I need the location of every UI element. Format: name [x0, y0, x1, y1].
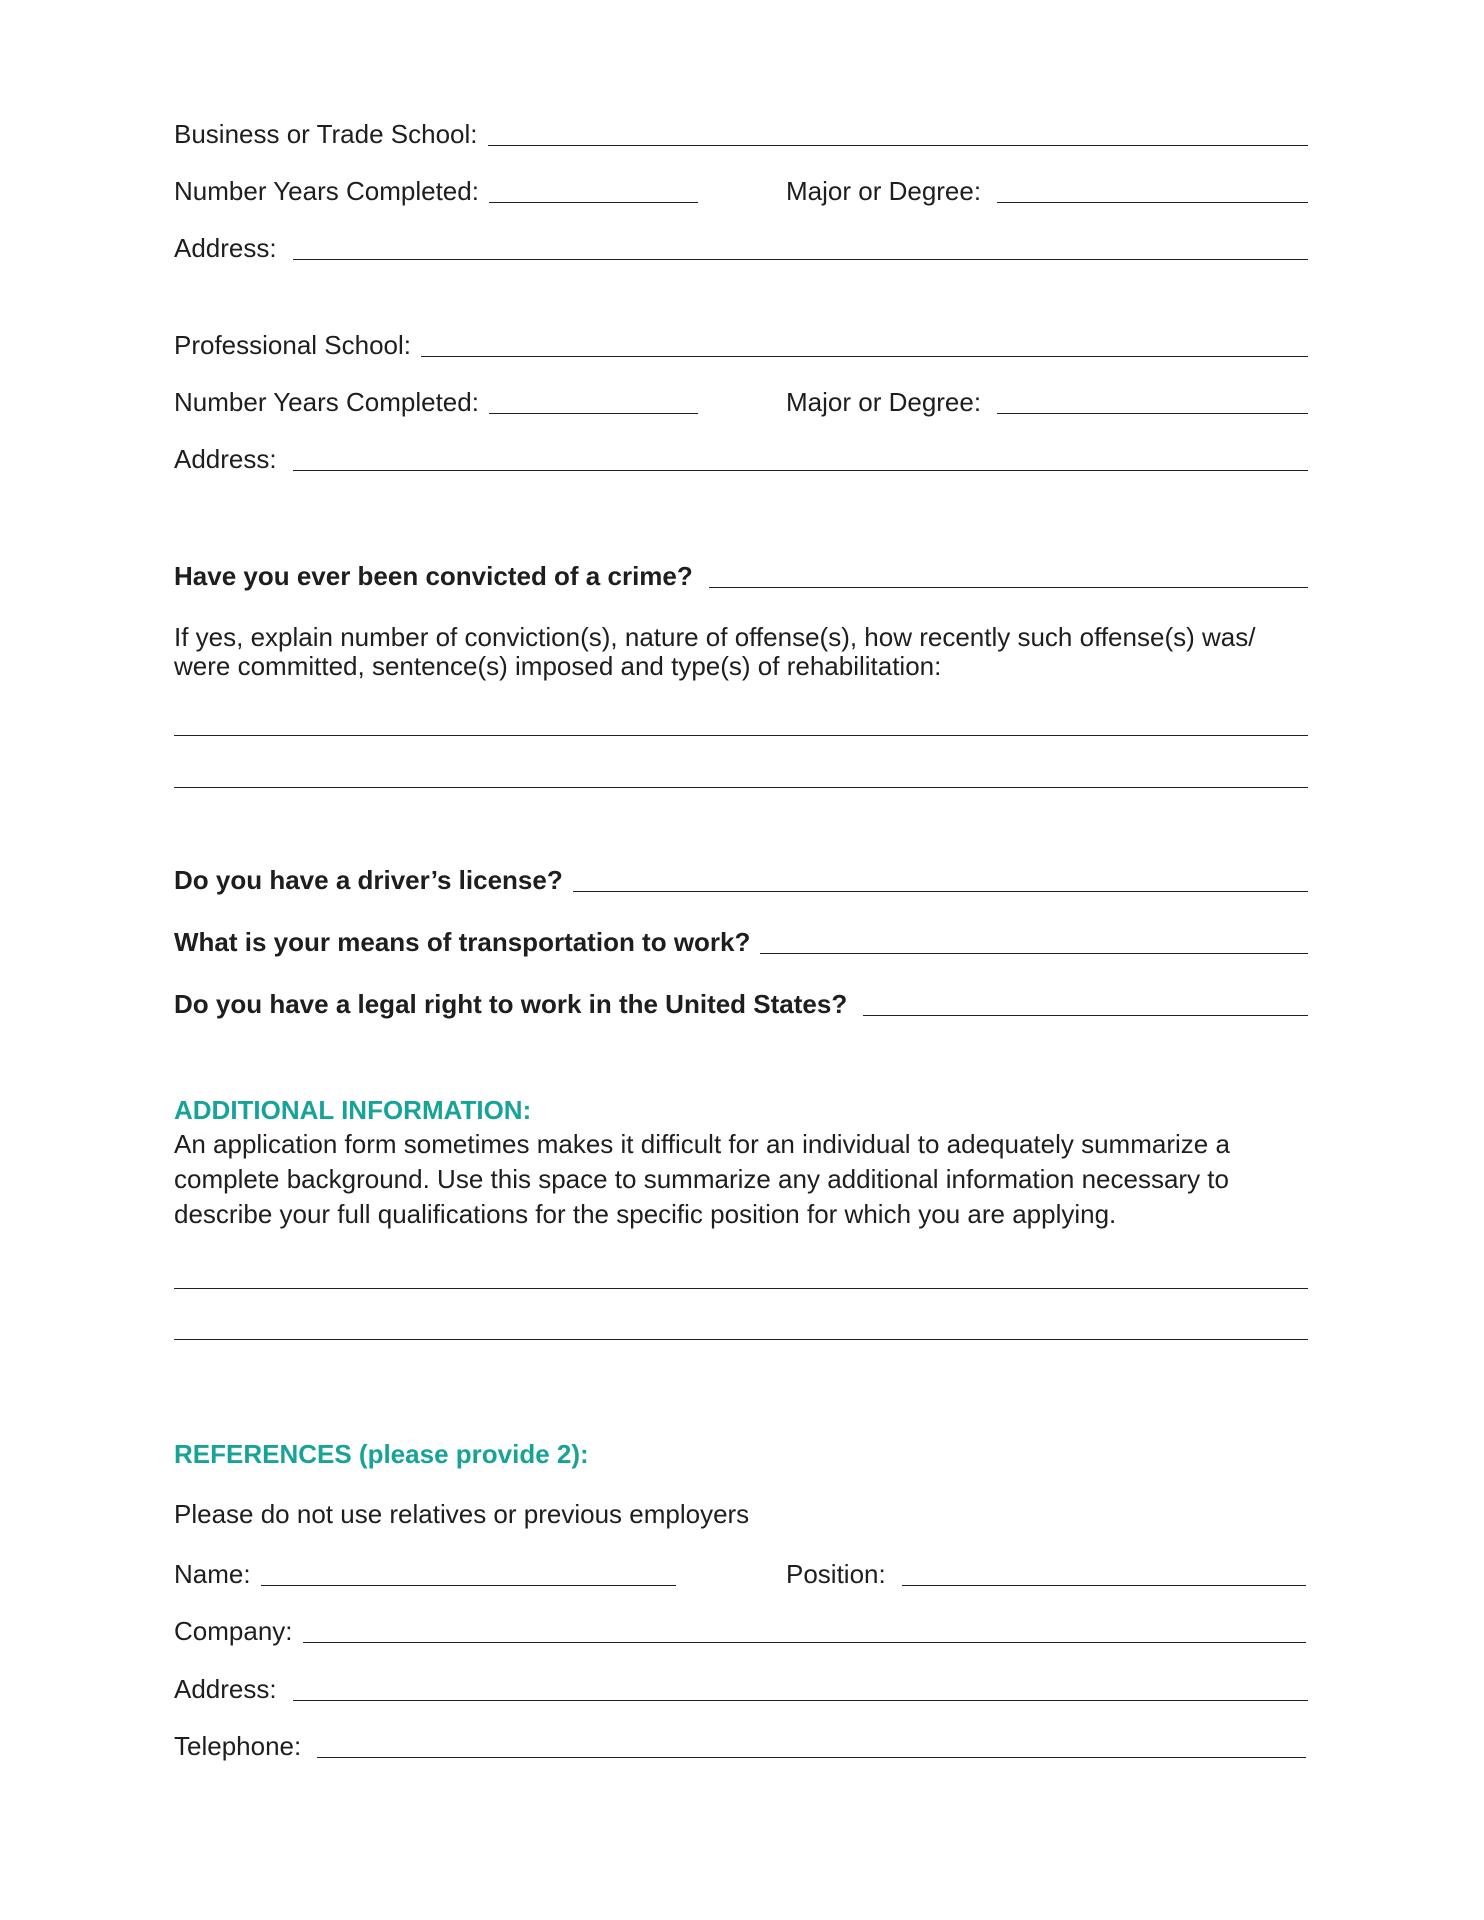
- trade-school-label: Business or Trade School:: [174, 119, 478, 149]
- reference-company-label: Company:: [174, 1616, 293, 1646]
- crime-explain-line-2: were committed, sentence(s) imposed and type(s) of rehabilitation:: [174, 651, 942, 681]
- trade-years-row: [174, 172, 698, 206]
- legal-right-row: [174, 985, 1308, 1019]
- professional-school-field[interactable]: [421, 356, 1308, 357]
- additional-info-line-3: describe your full qualifications for the specific position for which you are applying.: [174, 1199, 1117, 1229]
- transportation-row: [174, 923, 1308, 957]
- trade-major-field[interactable]: [997, 202, 1308, 203]
- drivers-license-label: Do you have a driver’s license?: [174, 865, 563, 895]
- trade-address-field[interactable]: [293, 259, 1308, 260]
- professional-years-row: [174, 383, 698, 417]
- trade-major-label: Major or Degree:: [786, 176, 982, 206]
- crime-question-row: [174, 557, 1308, 591]
- professional-years-label: Number Years Completed:: [174, 387, 479, 417]
- reference-address-row: [174, 1670, 1308, 1704]
- professional-major-label: Major or Degree:: [786, 387, 982, 417]
- trade-school-field[interactable]: [488, 145, 1309, 146]
- crime-explain-field-2[interactable]: [174, 787, 1308, 788]
- references-heading: REFERENCES (please provide 2):: [174, 1439, 589, 1469]
- reference-telephone-field[interactable]: [317, 1757, 1306, 1758]
- reference-company-field[interactable]: [303, 1642, 1307, 1643]
- additional-info-field-2[interactable]: [174, 1339, 1308, 1340]
- professional-years-field[interactable]: [489, 413, 698, 414]
- additional-info-text: [174, 1127, 1308, 1232]
- crime-explain-text: [174, 623, 1308, 681]
- professional-major-row: [786, 383, 1308, 417]
- reference-position-row: [786, 1555, 1306, 1589]
- crime-explain-line-1: If yes, explain number of conviction(s), nature of offense(s), how recently such offense(s) was/: [174, 622, 1256, 652]
- additional-info-line-1: An application form sometimes makes it difficult for an individual to adequately summarize a: [174, 1129, 1230, 1159]
- references-note: Please do not use relatives or previous employers: [174, 1499, 750, 1529]
- crime-explain-field-1[interactable]: [174, 735, 1308, 736]
- trade-years-label: Number Years Completed:: [174, 176, 479, 206]
- transportation-label: What is your means of transportation to work?: [174, 927, 751, 957]
- application-form-page: [174, 0, 1308, 1920]
- professional-school-label: Professional School:: [174, 330, 412, 360]
- professional-address-row: [174, 440, 1308, 474]
- legal-right-label: Do you have a legal right to work in the United States?: [174, 989, 848, 1019]
- reference-address-field[interactable]: [293, 1700, 1308, 1701]
- reference-company-row: [174, 1612, 1306, 1646]
- trade-school-row: [174, 115, 1308, 149]
- drivers-license-row: [174, 861, 1308, 895]
- professional-address-label: Address:: [174, 444, 277, 474]
- trade-major-row: [786, 172, 1308, 206]
- reference-position-label: Position:: [786, 1559, 886, 1589]
- reference-address-label: Address:: [174, 1674, 277, 1704]
- crime-question-label: Have you ever been convicted of a crime?: [174, 561, 693, 591]
- professional-major-field[interactable]: [997, 413, 1308, 414]
- trade-address-label: Address:: [174, 233, 277, 263]
- professional-address-field[interactable]: [293, 470, 1308, 471]
- reference-name-label: Name:: [174, 1559, 251, 1589]
- reference-position-field[interactable]: [902, 1585, 1306, 1586]
- professional-school-row: [174, 326, 1308, 360]
- transportation-field[interactable]: [760, 953, 1308, 954]
- trade-years-field[interactable]: [489, 202, 698, 203]
- trade-address-row: [174, 229, 1308, 263]
- additional-info-line-2: complete background. Use this space to summarize any additional information necessary to: [174, 1164, 1229, 1194]
- reference-telephone-label: Telephone:: [174, 1731, 302, 1761]
- additional-info-heading: ADDITIONAL INFORMATION:: [174, 1095, 532, 1125]
- reference-name-field[interactable]: [261, 1585, 676, 1586]
- additional-info-field-1[interactable]: [174, 1288, 1308, 1289]
- reference-name-row: [174, 1555, 676, 1589]
- reference-telephone-row: [174, 1727, 1306, 1761]
- drivers-license-field[interactable]: [573, 891, 1308, 892]
- crime-answer-field[interactable]: [709, 587, 1308, 588]
- legal-right-field[interactable]: [863, 1015, 1308, 1016]
